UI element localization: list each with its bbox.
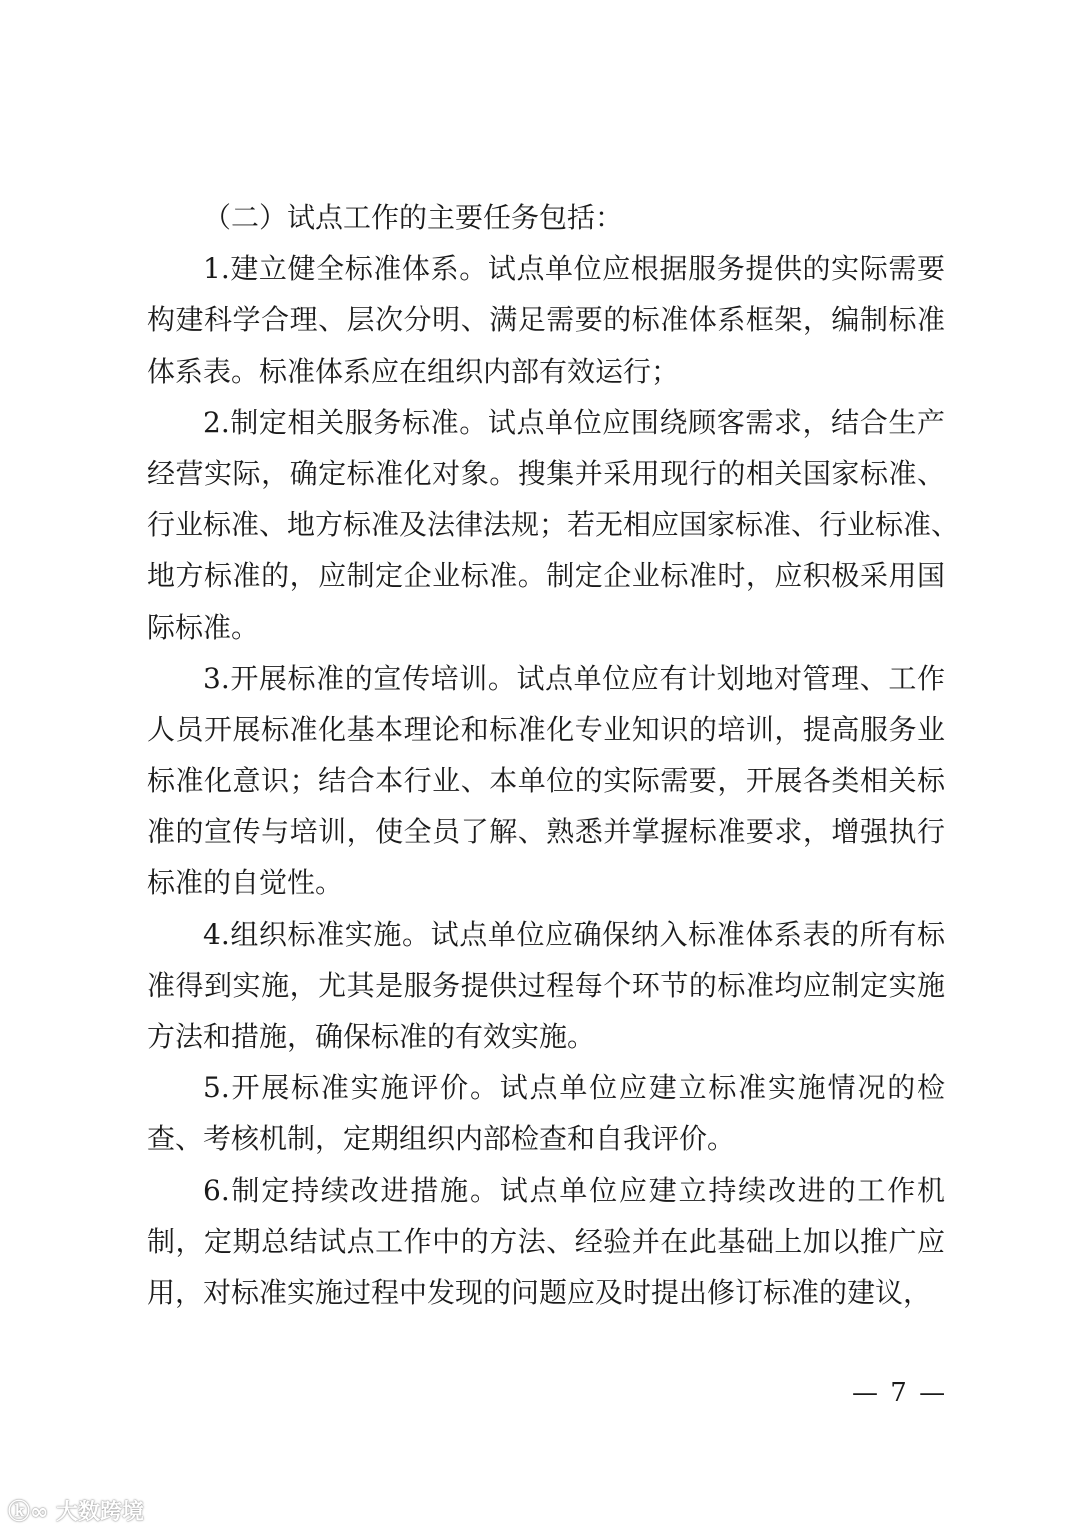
text-line: 经营实际，确定标准化对象。搜集并采用现行的相关国家标准、	[147, 456, 945, 490]
paragraph	[147, 656, 945, 912]
page-number: — 7 —	[852, 1378, 948, 1408]
text-line: 际标准。	[147, 610, 260, 644]
paragraph	[147, 1168, 945, 1322]
paragraph	[147, 1065, 945, 1167]
document-body	[147, 195, 960, 1321]
text-line: 制，定期总结试点工作中的方法、经验并在此基础上加以推广应	[147, 1224, 945, 1258]
text-line: 准得到实施，尤其是服务提供过程每个环节的标准均应制定实施	[147, 968, 945, 1002]
watermark-icon: ⓚ∞	[8, 1500, 56, 1525]
text-line: 1.建立健全标准体系。试点单位应根据服务提供的实际需要	[203, 252, 945, 286]
text-line: 2.制定相关服务标准。试点单位应围绕顾客需求，结合生产	[203, 405, 945, 439]
text-line: 体系表。标准体系应在组织内部有效运行；	[147, 354, 680, 388]
text-line: 人员开展标准化基本理论和标准化专业知识的培训，提高服务业	[147, 712, 945, 746]
text-line: 行业标准、地方标准及法律法规；若无相应国家标准、行业标准、	[147, 508, 960, 542]
text-line: 地方标准的，应制定企业标准。制定企业标准时，应积极采用国	[147, 559, 945, 593]
paragraph	[147, 195, 945, 246]
paragraph	[147, 400, 960, 656]
text-line: 用，对标准实施过程中发现的问题应及时提出修订标准的建议，	[147, 1275, 932, 1309]
watermark-logo	[8, 1495, 144, 1526]
text-line: （二）试点工作的主要任务包括：	[203, 201, 624, 234]
text-line: 3.开展标准的宣传培训。试点单位应有计划地对管理、工作	[203, 661, 945, 695]
paragraph	[147, 912, 945, 1066]
text-line: 标准化意识；结合本行业、本单位的实际需要，开展各类相关标	[147, 764, 945, 798]
text-line: 构建科学合理、层次分明、满足需要的标准体系框架，编制标准	[147, 303, 945, 337]
text-line: 标准的自觉性。	[147, 866, 344, 900]
paragraph	[147, 246, 945, 400]
text-line: 查、考核机制，定期组织内部检查和自我评价。	[147, 1122, 736, 1156]
text-line: 4.组织标准实施。试点单位应确保纳入标准体系表的所有标	[203, 917, 945, 951]
text-line: 5.开展标准实施评价。试点单位应建立标准实施情况的检	[203, 1071, 945, 1105]
text-line: 方法和措施，确保标准的有效实施。	[147, 1020, 596, 1053]
text-line: 6.制定持续改进措施。试点单位应建立持续改进的工作机	[203, 1173, 945, 1207]
watermark-text: 大数跨境	[56, 1500, 145, 1525]
text-line: 准的宣传与培训，使全员了解、熟悉并掌握标准要求，增强执行	[147, 815, 945, 849]
